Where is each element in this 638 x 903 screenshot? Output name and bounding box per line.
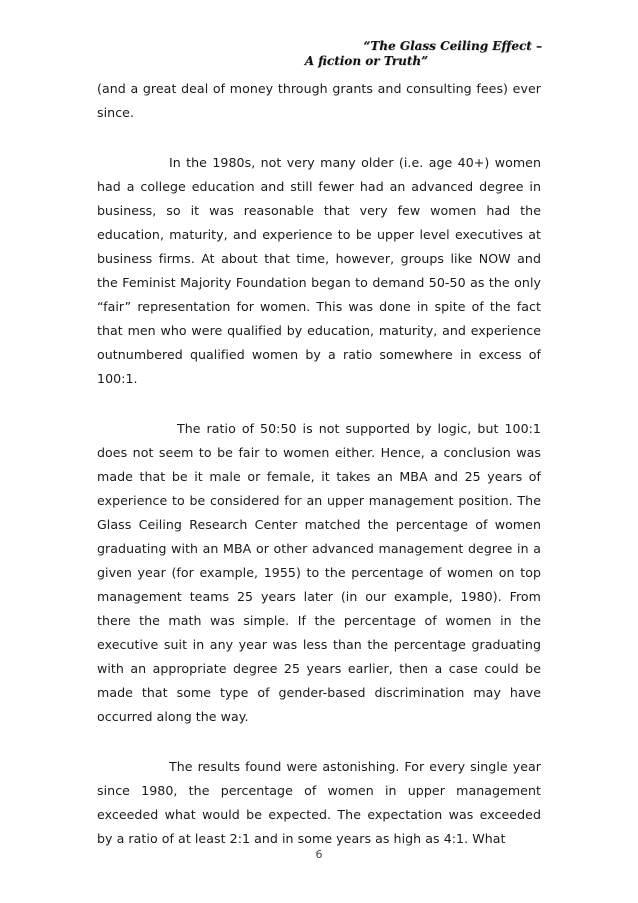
paragraph-1980s: In the 1980s, not very many older (i.e. age 40+) women had a college education and still fewer had an advanced degree in business, so it was reasonable that very few women had the education, maturity, and experience to be upper level executives at business firms. At about that time, however, groups like NOW and the Feminist Majority Foundation began to demand 50-50 as the only “fair” representation for women. This was done in spite of the fact that men who were qualified by education, maturity, and experience outnumbered qualified women by a ratio somewhere in excess of 100:1. [97,155,541,386]
header-title-line-1: “The Glass Ceiling Effect – [363,39,542,53]
paragraph-results: The results found were astonishing. For every single year since 1980, the percentage of women in upper management exceeded what would be expected. The expectation was exceeded by a ratio of at least 2:1 and in some years as high as 4:1. What [97,759,541,846]
paragraph-continuation: (and a great deal of money through grants and consulting fees) ever since. [97,81,541,120]
paragraph-gap [97,125,541,151]
header-title-line-2: A fiction or Truth” [304,54,428,68]
body-text [97,77,541,851]
paragraph-gap [97,391,541,417]
paragraph-gap [97,729,541,755]
page-number: 6 [315,848,323,861]
paragraph-ratio: The ratio of 50:50 is not supported by logic, but 100:1 does not seem to be fair to women either. Hence, a conclusion was made that be it male or female, it takes an MBA and 25 years of experience to be considered for an upper management position. The Glass Ceiling Research Center matched the percentage of women graduating with an MBA or other advanced management degree in a given year (for example, 1955) to the percentage of women on top management teams 25 years later (in our example, 1980). From there the math was simple. If the percentage of women in the executive suit in any year was less than the percentage graduating with an appropriate degree 25 years earlier, then a case could be made that some type of gender-based discrimination may have occurred along the way. [97,421,541,724]
